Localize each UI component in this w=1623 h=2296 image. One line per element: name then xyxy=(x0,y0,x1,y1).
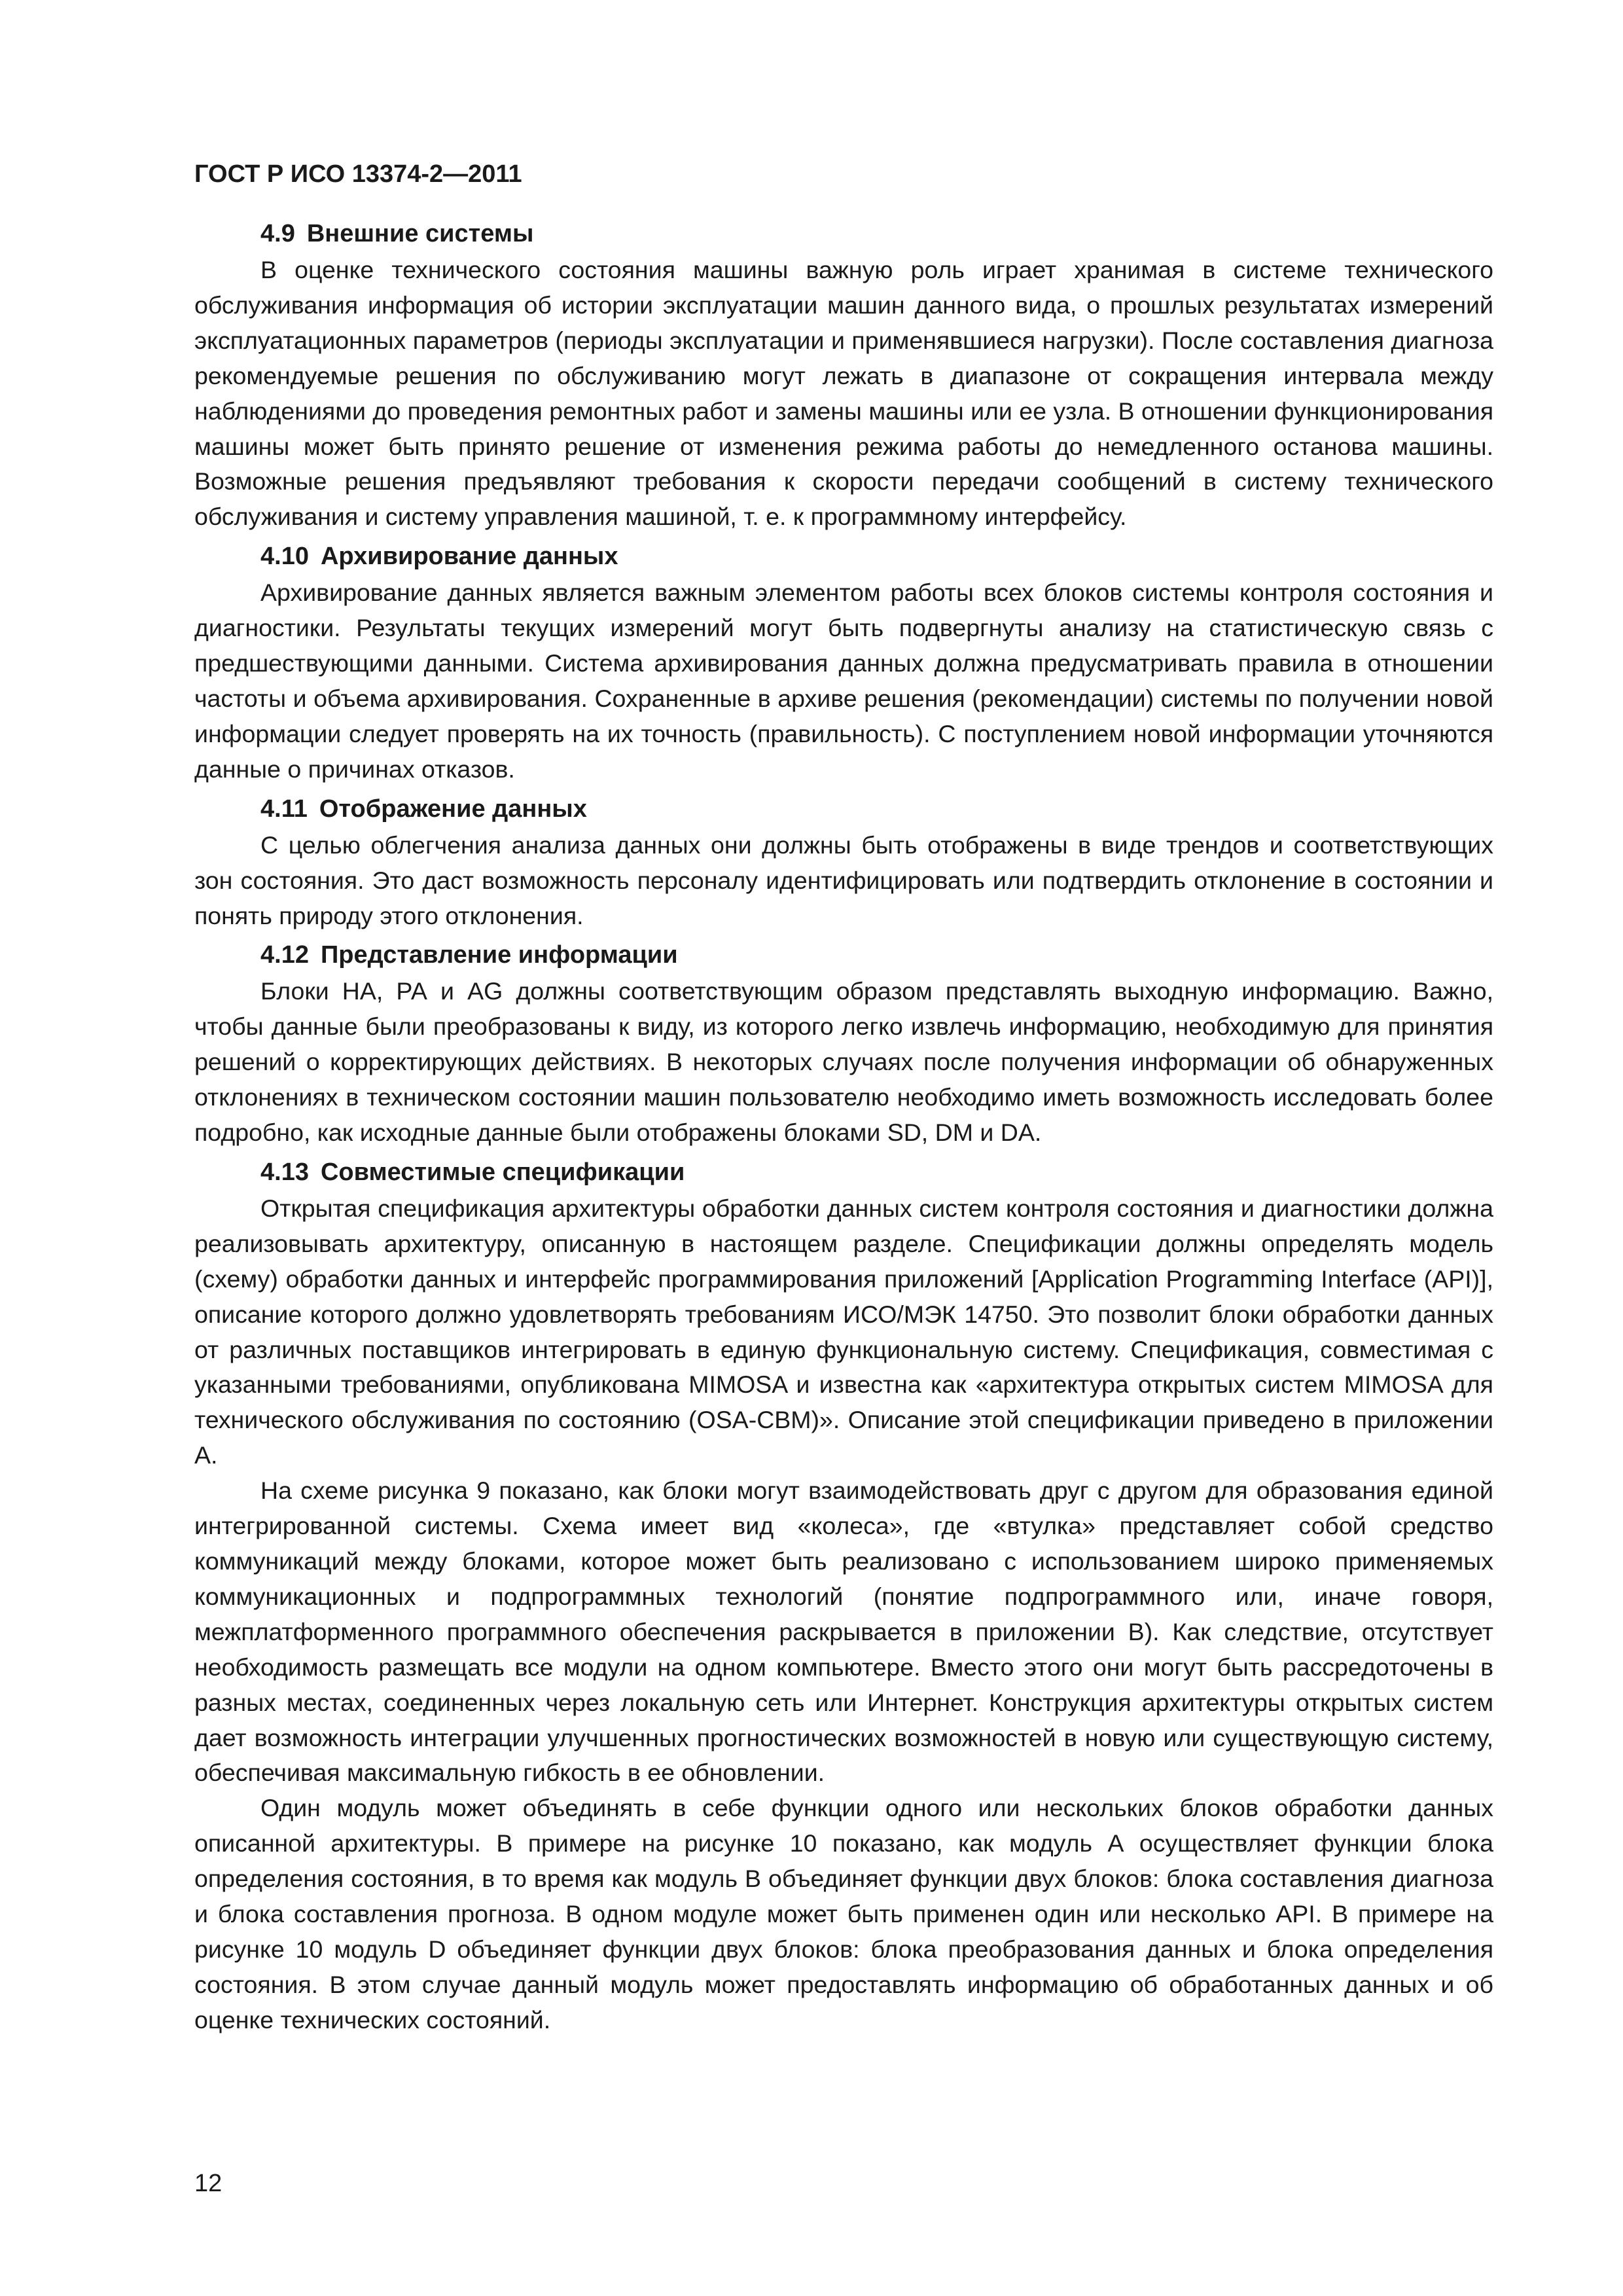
section-number: 4.10 xyxy=(260,543,309,571)
paragraph: С целью облегчения анализа данных они должны быть отображены в виде трендов и соответствующих зон состояния. Это даст возможность персоналу идентифицировать или подтвердить отклонение в состоянии и понять природу этого отклонения. xyxy=(194,831,1493,929)
section-heading xyxy=(194,791,1493,827)
section-title: Совместимые спецификации xyxy=(320,1158,685,1186)
section-4-10 xyxy=(194,539,1493,787)
section-number: 4.13 xyxy=(260,1158,309,1186)
page-number: 12 xyxy=(194,2170,223,2197)
section-4-9 xyxy=(194,216,1493,535)
section-title: Представление информации xyxy=(320,941,678,969)
paragraph: Блоки НА, РА и AG должны соответствующим образом представлять выходную информацию. Важно, чтобы данные были преобразованы к виду, из которого легко извлечь информацию, необходимую для принятия решений о корректирующих действиях. В некоторых случаях после получения информации об обнаруженных отклонениях в техническом состоянии машин пользователю необходимо иметь возможность исследовать более подробно, как исходные данные были отображены блоками SD, DM и DA. xyxy=(194,977,1493,1147)
section-heading xyxy=(194,539,1493,574)
section-heading xyxy=(194,1155,1493,1190)
section-heading xyxy=(194,216,1493,251)
paragraph: На схеме рисунка 9 показано, как блоки могут взаимодействовать друг с другом для образования единой интегрированной системы. Схема имеет вид «колеса», где «втулка» представляет собой средство коммуникаций между блоками, которое может быть реализовано с использованием широко применяемых коммуникационных и подпрограммных технологий (понятие подпрограммного или, иначе говоря, межплатформенного программного обеспечения раскрывается в приложении В). Как следствие, отсутствует необходимость размещать все модули на одном компьютере. Вместо этого они могут быть рассредоточены в разных местах, соединенных через локальную сеть или Интернет. Конструкция архитектуры открытых систем дает возможность интеграции улучшенных прогностических возможностей в новую или существующую систему, обеспечивая максимальную гибкость в ее обновлении. xyxy=(194,1477,1493,1787)
section-title: Внешние системы xyxy=(306,220,534,247)
section-number: 4.12 xyxy=(260,941,309,969)
section-number: 4.11 xyxy=(260,795,308,823)
paragraph: Архивирование данных является важным элементом работы всех блоков системы контроля состояния и диагностики. Результаты текущих измерений могут быть подвергнуты анализу на статистическую связь с предшествующими данными. Система архивирования данных должна предусматривать правила в отношении частоты и объема архивирования. Сохраненные в архиве решения (рекомендации) системы по получении новой информации следует проверять на их точность (правильность). С поступлением новой информации уточняются данные о причинах отказов. xyxy=(194,579,1493,783)
section-title: Архивирование данных xyxy=(320,543,618,571)
document-header: ГОСТ Р ИСО 13374-2—2011 xyxy=(194,160,522,188)
section-number: 4.9 xyxy=(260,220,295,247)
section-4-11 xyxy=(194,791,1493,934)
section-4-12 xyxy=(194,937,1493,1151)
document-page xyxy=(194,157,1493,2038)
paragraph: В оценке технического состояния машины важную роль играет хранимая в системе технического обслуживания информация об истории эксплуатации машин данного вида, о прошлых результатах измерений эксплуатационных параметров (периоды эксплуатации и применявшиеся нагрузки). После составления диагноза рекомендуемые решения по обслуживанию могут лежать в диапазоне от сокращения интервала между наблюдениями до проведения ремонтных работ и замены машины или ее узла. В отношении функционирования машины может быть принято решение от изменения режима работы до немедленного останова машины. Возможные решения предъявляют требования к скорости передачи сообщений в систему технического обслуживания и систему управления машиной, т. е. к программному интерфейсу. xyxy=(194,256,1493,531)
paragraph: Открытая спецификация архитектуры обработки данных систем контроля состояния и диагностики должна реализовывать архитектуру, описанную в настоящем разделе. Спецификации должны определять модель (схему) обработки данных и интерфейс программирования приложений [Application Programming Interface (API)], описание которого должно удовлетворять требованиям ИСО/МЭК 14750. Это позволит блоки обработки данных от различных поставщиков интегрировать в единую функциональную систему. Спецификация, совместимая с указанными требованиями, опубликована MIMOSA и известна как «архитектура открытых систем MIMOSA для технического обслуживания по состоянию (OSA-CBM)». Описание этой спецификации приведено в приложении А. xyxy=(194,1194,1493,1469)
section-heading xyxy=(194,937,1493,973)
section-4-13 xyxy=(194,1155,1493,2038)
paragraph: Один модуль может объединять в себе функции одного или нескольких блоков обработки данных описанной архитектуры. В примере на рисунке 10 показано, как модуль А осуществляет функции блока определения состояния, в то время как модуль В объединяет функции двух блоков: блока составления диагноза и блока составления прогноза. В одном модуле может быть применен один или несколько API. В примере на рисунке 10 модуль D объединяет функции двух блоков: блока преобразования данных и блока определения состояния. В этом случае данный модуль может предоставлять информацию об обработанных данных и об оценке технических состояний. xyxy=(194,1794,1493,2034)
section-title: Отображение данных xyxy=(319,795,587,823)
